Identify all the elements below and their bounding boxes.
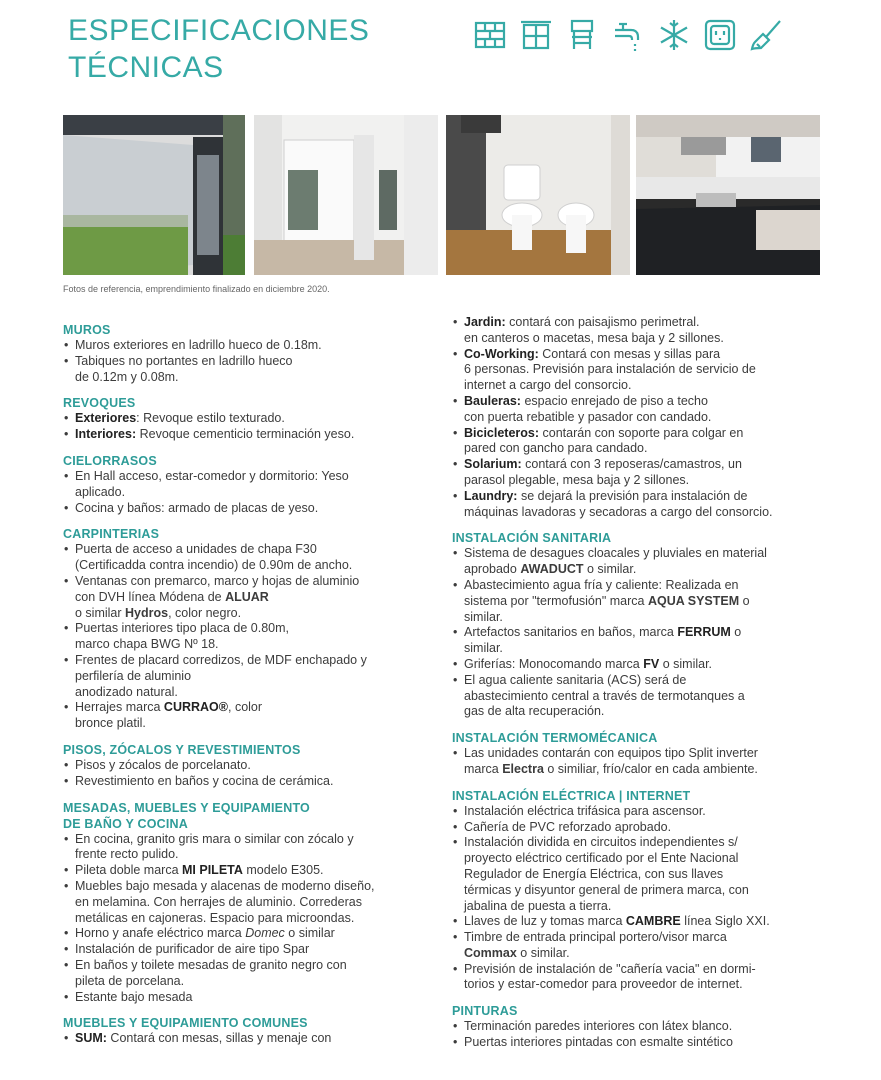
list-item-cont: térmicas y disyuntor general de primera marca, con [464,882,749,897]
list-item-cont: jabalina de puesta a tierra. [464,898,612,913]
brand-name: ALUAR [225,589,269,604]
list-item-cont: frente recto pulido. [75,847,179,862]
item-text: o similar [284,926,335,941]
list-item [452,489,827,505]
section-muros [63,322,441,385]
section-cielorrasos [63,453,441,516]
list-item-cont: (Certificadda contra incendio) de 0.90m de ancho. [75,558,353,573]
list-item [63,926,441,942]
list-item-cont [452,946,827,962]
item-text: Contará con mesas y sillas para [538,346,721,361]
photo-bathroom [446,115,630,275]
list-item: • Previsión de instalación de "cañería vacia" en dormi- [452,962,827,978]
list-item: • Tabiques no portantes en ladrillo hueco [63,354,441,370]
item-text: o [739,593,750,608]
list-item-cont: internet a cargo del consorcio. [464,378,632,393]
list-item: • El agua caliente sanitaria (ACS) será de [452,673,827,689]
brand-name: Hydros [125,605,169,620]
outlet-icon [702,16,738,54]
item-text: o similar [75,605,126,620]
list-item-cont: bronce platil. [75,716,146,731]
list-item: • Instalación dividida en circuitos independientes s/ [452,835,827,851]
list-item: • Puertas interiores pintadas con esmalte sintético [452,1035,827,1051]
brand-name: AWADUCT [520,562,584,577]
list-item-cont: 6 personas. Previsión para instalación de servicio de [464,362,756,377]
list-item-cont: perfilería de aluminio [75,668,192,683]
list-item [63,700,441,716]
list-item: • En baños y toilete mesadas de granito negro con [63,958,441,974]
brand-name: Domec [245,926,285,941]
list-item: • Estante bajo mesada [63,990,441,1006]
list-item [63,863,441,879]
section-sanitaria [452,530,827,720]
list-item-cont: pared con gancho para candado. [464,441,648,456]
brand-name: CAMBRE [625,914,681,929]
section-heading: PISOS, ZÓCALOS Y REVESTIMIENTOS [63,742,301,757]
list-item [63,1031,441,1047]
list-item: • Abastecimiento agua fría y caliente: Realizada en [452,578,827,594]
list-item-cont: de 0.12m y 0.08m. [75,369,179,384]
list-item [452,657,827,673]
list-item: • Muebles bajo mesada y alacenas de moderno diseño, [63,879,441,895]
item-label: Laundry: [464,488,518,503]
section-pisos [63,742,441,790]
brand-name: MI PILETA [182,863,243,878]
section-heading: INSTALACIÓN SANITARIA [452,531,612,546]
section-heading: PINTURAS [452,1004,518,1019]
list-item-cont: gas de alta recuperación. [464,704,605,719]
list-item [452,914,827,930]
page-title [68,12,369,86]
section-heading: REVOQUES [63,396,136,411]
section-heading: INSTALACIÓN TERMOMÉCANICA [452,731,658,746]
left-column [63,322,441,1057]
list-item: • Muros exteriores en ladrillo hueco de 0.18m. [63,338,441,354]
section-comunes [63,1015,441,1047]
right-column [452,315,827,1061]
list-item: • Timbre de entrada principal portero/visor marca [452,930,827,946]
list-item-cont [452,762,827,778]
item-text: Llaves de luz y tomas marca [464,914,626,929]
item-text: contará con paisajismo perimetral. [505,315,700,329]
list-item-cont: aplicado. [75,484,126,499]
list-item-cont: pileta de porcelana. [75,973,185,988]
list-item: • Puertas interiores tipo placa de 0.80m, [63,621,441,637]
section-termomecanica [452,730,827,778]
item-text: contarán con soporte para colgar en [539,425,744,440]
item-label: SUM: [75,1031,107,1046]
list-item-cont [452,562,827,578]
list-item-cont [63,606,441,622]
section-heading: MUEBLES Y EQUIPAMIENTO COMUNES [63,1016,308,1031]
list-item-cont: en melamina. Con herrajes de aluminio. Correderas [75,894,362,909]
list-item-cont: en canteros o macetas, mesa baja y 2 sillones. [464,330,724,345]
list-item [63,427,441,443]
brand-name: FERRUM [677,625,731,640]
item-label: Solarium: [464,457,522,472]
section-heading: DE BAÑO Y COCINA [63,816,188,831]
item-label: Co-Working: [464,346,539,361]
list-item-cont: anodizado natural. [75,684,178,699]
item-text: Herrajes marca [75,700,164,715]
list-item: • Terminación paredes interiores con látex blanco. [452,1019,827,1035]
paint-brush-icon [748,16,784,54]
window-icon [518,16,554,54]
item-label: Exteriores [75,411,137,426]
title-line-1: ESPECIFICACIONES [68,14,370,47]
section-heading: CARPINTERIAS [63,527,160,542]
section-mesadas [63,800,441,1006]
list-item: • Revestimiento en baños y cocina de cerámica. [63,774,441,790]
item-text: marca [464,761,503,776]
list-item [452,426,827,442]
item-text: aprobado [464,562,521,577]
item-text: : Revoque estilo texturado. [136,411,285,426]
item-label: Interiores: [75,427,137,442]
list-item-cont: proyecto eléctrico certificado por el Ente Nacional [464,851,739,866]
brand-name: FV [643,656,660,671]
item-text: se dejará la previsión para instalación de [517,488,748,503]
item-text: o similar. [659,656,713,671]
chair-icon [564,16,600,54]
item-label: Bauleras: [464,393,521,408]
item-text: modelo E305. [242,863,324,878]
section-pinturas [452,1003,827,1051]
list-item-cont: similar. [464,609,503,624]
title-line-2: TÉCNICAS [68,51,224,84]
list-item: • Las unidades contarán con equipos tipo Split inverter [452,746,827,762]
list-item-cont: Regulador de Energía Eléctrica, con sus llaves [464,866,724,881]
section-electrica [452,788,827,994]
list-item-cont: metálicas en cajoneras. Espacio para microondas. [75,910,355,925]
list-item: • Instalación de purificador de aire tipo Spar [63,942,441,958]
list-item [452,394,827,410]
item-text: o similar. [583,562,637,577]
list-item-cont: con puerta rebatible y pasador con candado. [464,409,712,424]
list-item [452,457,827,473]
item-text: o similar. [516,945,570,960]
section-heading: MUROS [63,323,111,337]
list-item-cont: abastecimiento central a través de termotanques a [464,688,745,703]
brand-name: AQUA SYSTEM [647,593,740,608]
item-label: Bicicleteros: [464,425,540,440]
item-text: Griferías: Monocomando marca [464,656,644,671]
list-item [452,625,827,641]
list-item-cont [452,594,827,610]
item-text: o similiar, frío/calor en cada ambiente. [543,761,758,776]
category-icons [472,16,784,54]
item-text: con DVH línea Módena de [75,589,226,604]
item-text: Revoque cementicio terminación yeso. [136,427,355,442]
list-item: • Cocina y baños: armado de placas de yeso. [63,501,441,517]
brand-name: CURRAO® [163,700,228,715]
section-heading: INSTALACIÓN ELÉCTRICA | INTERNET [452,788,691,803]
list-item: • Sistema de desagues cloacales y pluviales en material [452,546,827,562]
brand-name: Electra [502,761,544,776]
list-item: • Pisos y zócalos de porcelanato. [63,758,441,774]
list-item: • Cañería de PVC reforzado aprobado. [452,820,827,836]
faucet-icon [610,16,646,54]
brick-icon [472,16,508,54]
snowflake-icon [656,16,692,54]
item-text: o [730,625,742,640]
list-item-cont: parasol plegable, mesa baja y 2 sillones. [464,472,690,487]
item-text: Artefactos sanitarios en baños, marca [464,625,678,640]
section-heading: MESADAS, MUEBLES Y EQUIPAMIENTO [63,800,310,815]
item-text: , color [228,700,263,715]
list-item-cont: similar. [464,641,503,656]
list-item: • Ventanas con premarco, marco y hojas de aluminio [63,574,441,590]
list-item-cont: torios y estar-comedor para proveedor de internet. [464,977,743,992]
item-label: Jardin: [464,315,506,329]
list-item: • Instalación eléctrica trifásica para ascensor. [452,804,827,820]
section-amenities [452,315,827,520]
list-item-cont: marco chapa BWG Nº 18. [75,637,219,652]
list-item [63,411,441,427]
item-text: espacio enrejado de piso a techo [520,393,708,408]
item-text: Contará con mesas, sillas y menaje con [106,1031,332,1046]
item-text: contará con 3 reposeras/camastros, un [521,457,742,472]
photo-kitchen [636,115,820,275]
photo-hallway [254,115,438,275]
photo-patio [63,115,245,275]
photo-caption: Fotos de referencia, emprendimiento finalizado en diciembre 2020. [63,284,330,294]
item-text: , color negro. [168,605,242,620]
list-item-cont: máquinas lavadoras y secadoras a cargo del consorcio. [464,504,773,519]
item-text: línea Siglo XXI. [680,914,770,929]
reference-photos [63,115,820,275]
section-revoques [63,395,441,443]
list-item [452,315,827,331]
item-text: sistema por "termofusión" marca [464,593,648,608]
section-carpinterias [63,526,441,732]
list-item: • Puerta de acceso a unidades de chapa F30 [63,542,441,558]
brand-name: Commax [464,945,517,960]
list-item: • Frentes de placard corredizos, de MDF enchapado y [63,653,441,669]
section-heading: CIELORRASOS [63,453,157,468]
item-text: Horno y anafe eléctrico marca [75,926,246,941]
list-item [452,347,827,363]
list-item: • En Hall acceso, estar-comedor y dormitorio: Yeso [63,469,441,485]
item-text: Pileta doble marca [75,863,183,878]
list-item-cont [63,590,441,606]
list-item: • En cocina, granito gris mara o similar con zócalo y [63,832,441,848]
